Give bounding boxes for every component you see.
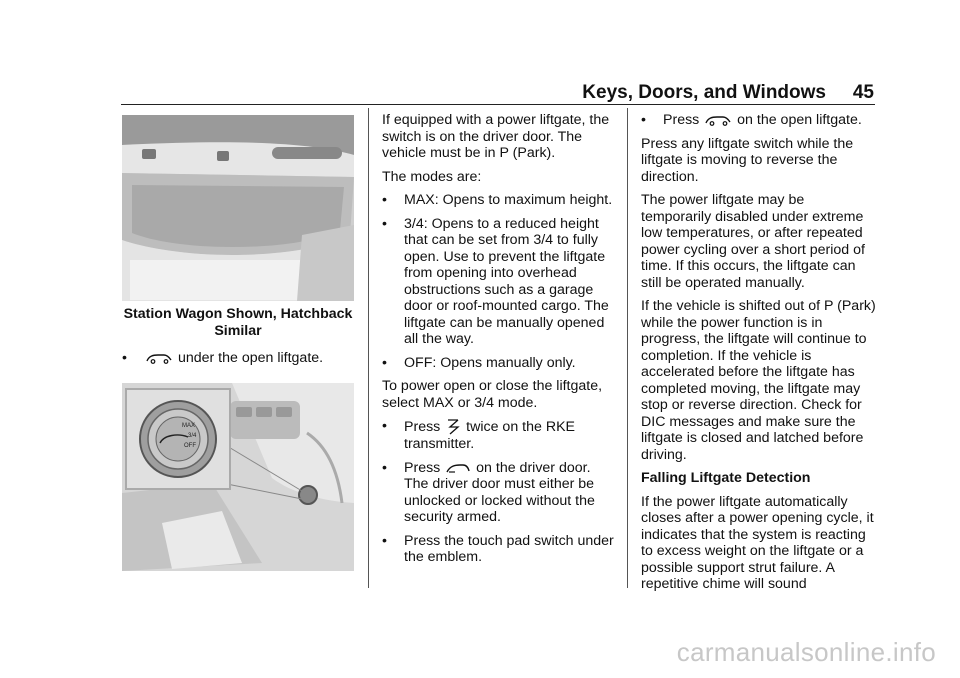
bullet-press: Press bbox=[663, 112, 700, 128]
bullet-rest: on the open liftgate. bbox=[737, 112, 862, 128]
rke-item bbox=[382, 418, 618, 453]
touch-pad-text: Press the touch pad switch under the emblem. bbox=[404, 532, 614, 565]
door-liftgate-icon bbox=[446, 462, 470, 474]
bullet-text: under the open liftgate. bbox=[177, 350, 324, 366]
modes-label: The modes are: bbox=[382, 168, 482, 185]
bullet-mark: • bbox=[382, 532, 387, 549]
reverse-paragraph: Press any liftgate switch while the liftgate is moving to reverse the direction. bbox=[641, 135, 854, 185]
liftgate-icon bbox=[705, 114, 731, 126]
liftgate-icon bbox=[146, 352, 172, 364]
mode-34-text: 3/4: Opens to a reduced height that can be set from 3/4 to fully open. Use to prevent the liftgate from opening into overhead obstructions such as a garage door or roof-mounted cargo. The liftgate can be manually opened all the way. bbox=[404, 215, 609, 347]
falling-liftgate-heading: Falling Liftgate Detection bbox=[641, 470, 811, 486]
liftgate-drawing bbox=[122, 115, 354, 301]
bullet-mark: • bbox=[641, 112, 646, 128]
touch-pad-item bbox=[382, 533, 618, 566]
bullet-mark: • bbox=[122, 350, 127, 366]
switch-label-34: 3/4 bbox=[188, 433, 197, 439]
watermark: carmanualsonline.info bbox=[676, 637, 936, 667]
switch-label-off: OFF bbox=[184, 443, 196, 449]
mode-off-item bbox=[382, 355, 618, 372]
page-header bbox=[0, 82, 960, 106]
door-switch-illustration bbox=[122, 383, 354, 571]
bullet-mark: • bbox=[382, 418, 387, 434]
mode-max-item bbox=[382, 192, 618, 209]
door-rest: on the driver door. The driver door must either be unlocked or locked without the security armed. bbox=[404, 459, 595, 525]
falling-liftgate-paragraph: If the power liftgate automatically closes after a power opening cycle, it indicates that the system is reacting to excess weight on the liftgate or a possible support strut failure. A repetitive chime will sound bbox=[641, 493, 874, 592]
door-press: Press bbox=[404, 459, 441, 476]
bullet-mark: • bbox=[382, 192, 387, 208]
header-rule bbox=[121, 104, 875, 105]
bullet-mark: • bbox=[382, 354, 387, 371]
switch-label-max: MAX bbox=[182, 423, 196, 429]
liftgate-illustration bbox=[122, 115, 354, 301]
column-divider-1 bbox=[368, 108, 369, 588]
door-switch-item bbox=[382, 460, 618, 526]
power-open-paragraph: To power open or close the liftgate, select MAX or 3/4 mode. bbox=[382, 378, 603, 411]
disabled-paragraph: The power liftgate may be temporarily disabled under extreme low temperatures, or after repeated power cycling over a short period of time. If this occurs, the liftgate can still be operated manually. bbox=[641, 192, 865, 291]
mode-off-text: OFF: Opens manually only. bbox=[404, 354, 576, 371]
bullet-mark: • bbox=[382, 459, 387, 476]
column-divider-2 bbox=[627, 108, 628, 588]
mode-max-text: MAX: Opens to maximum height. bbox=[404, 192, 613, 208]
intro-paragraph: If equipped with a power liftgate, the switch is on the driver door. The vehicle must be in P (Park). bbox=[382, 112, 610, 161]
page-number: 45 bbox=[852, 82, 874, 103]
section-title: Keys, Doors, and Windows bbox=[582, 82, 826, 103]
rke-rest: twice on the RKE transmitter. bbox=[404, 418, 575, 452]
shift-paragraph: If the vehicle is shifted out of P (Park) while the power function is in progress, the liftgate will continue to completion. If the vehicle is accelerated before the liftgate has completed moving, the liftgate may stop or reverse direction. Check for DIC messages and make sure the liftgate is closed and latched before driving. bbox=[641, 298, 876, 463]
bullet-liftgate-underside bbox=[122, 350, 362, 367]
door-switch-drawing bbox=[122, 383, 354, 571]
figure-caption: Station Wagon Shown, Hatchback Similar bbox=[123, 306, 353, 339]
rke-press: Press bbox=[404, 418, 441, 435]
rke-liftgate-icon bbox=[446, 418, 460, 436]
open-liftgate-item bbox=[641, 112, 877, 129]
bullet-mark: • bbox=[382, 215, 387, 232]
mode-34-item bbox=[382, 216, 618, 348]
